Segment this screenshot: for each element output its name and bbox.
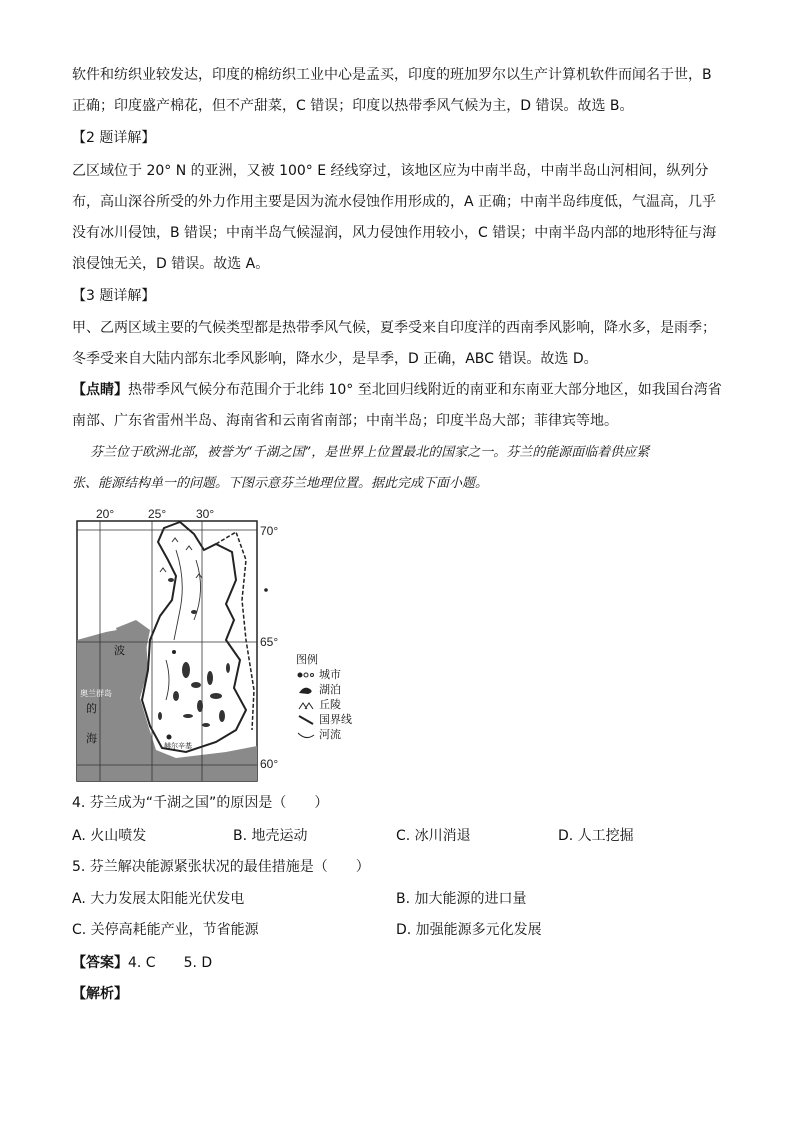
q4-option-a[interactable]: A. 火山喷发 bbox=[72, 828, 147, 844]
q5-option-b[interactable]: B. 加大能源的进口量 bbox=[396, 891, 527, 907]
text-line: 布，高山深谷所受的外力作用主要是因为流水侵蚀作用形成的，A 正确；中南半岛纬度低，气温高，几乎 bbox=[72, 194, 717, 210]
tip-text: 热带季风气候分布范围介于北纬 10° 至北回归线附近的南亚和东南亚大部分地区，如我国台湾省 bbox=[128, 382, 722, 398]
label-aland: 奥兰群岛 bbox=[80, 689, 112, 698]
legend-item-city: 城市 bbox=[296, 667, 352, 682]
legend-item-hill: 丘陵 bbox=[296, 697, 352, 712]
answer-text: 4. C 5. D bbox=[128, 955, 213, 971]
legend-title: 图例 bbox=[296, 653, 318, 666]
text-line: 正确；印度盛产棉花，但不产甜菜，C 错误；印度以热带季风气候为主，D 错误。故选 B。 bbox=[72, 98, 634, 114]
lat-label-70: 70° bbox=[260, 524, 279, 538]
river-icon bbox=[296, 729, 316, 741]
section-heading: 【3 题详解】 bbox=[72, 288, 156, 304]
text-line: 冬季受来自大陆内部东北季风影响，降水少，是旱季，D 正确，ABC 错误。故选 D。 bbox=[72, 351, 598, 367]
lat-label-65: 65° bbox=[260, 635, 279, 649]
question-4-stem: 4. 芬兰成为“千湖之国”的原因是（ ） bbox=[72, 795, 329, 811]
text-line: 南部、广东省雷州半岛、海南省和云南省南部；中南半岛；印度半岛大部；菲律宾等地。 bbox=[72, 413, 618, 429]
text-line: 软件和纺织业较发达，印度的棉纺织工业中心是孟买，印度的班加罗尔以生产计算机软件而闻名于世，B bbox=[72, 67, 712, 83]
text-line bbox=[72, 375, 722, 406]
legend-item-river: 河流 bbox=[296, 727, 352, 742]
finland-map bbox=[76, 520, 348, 782]
section-heading: 【2 题详解】 bbox=[72, 130, 156, 146]
hill-icon bbox=[296, 699, 316, 711]
q4-option-c[interactable]: C. 冰川消退 bbox=[396, 828, 471, 844]
answer-line bbox=[72, 952, 212, 972]
lon-label-30: 30° bbox=[196, 507, 215, 521]
lake-icon bbox=[296, 684, 316, 696]
analysis-tag: 【解析】 bbox=[72, 986, 128, 1002]
text-line: 甲、乙两区域主要的气候类型都是热带季风气候，夏季受来自印度洋的西南季风影响，降水多，是雨季； bbox=[72, 320, 716, 336]
tip-tag: 【点睛】 bbox=[72, 382, 128, 398]
text-line: 乙区域位于 20° N 的亚洲，又被 100° E 经线穿过，该地区应为中南半岛，中南半岛山河相间，纵列分 bbox=[72, 163, 709, 179]
text-line: 没有冰川侵蚀，B 错误；中南半岛气候湿润，风力侵蚀作用较小，C 错误；中南半岛内部的地形特征与海 bbox=[72, 225, 717, 241]
q5-option-a[interactable]: A. 大力发展太阳能光伏发电 bbox=[72, 891, 245, 907]
label-helsinki: 赫尔辛基 bbox=[164, 743, 192, 750]
q4-option-b[interactable]: B. 地壳运动 bbox=[233, 828, 308, 844]
analysis-line bbox=[72, 983, 128, 1003]
label-sea-1: 波 bbox=[114, 645, 125, 657]
map-legend bbox=[296, 652, 352, 742]
lon-label-25: 25° bbox=[148, 507, 167, 521]
city-helsinki bbox=[167, 735, 172, 740]
label-sea-2: 的 bbox=[86, 703, 97, 715]
border-icon bbox=[296, 714, 316, 726]
city-icon bbox=[296, 669, 316, 681]
answer-tag: 【答案】 bbox=[72, 955, 128, 971]
text-line: 浪侵蚀无关，D 错误。故选 A。 bbox=[72, 256, 270, 272]
legend-item-lake: 湖泊 bbox=[296, 682, 352, 697]
question-5-stem: 5. 芬兰解决能源紧张状况的最佳措施是（ ） bbox=[72, 859, 370, 875]
passage-line: 张、能源结构单一的问题。下图示意芬兰地理位置。据此完成下面小题。 bbox=[72, 476, 489, 491]
label-sea-3: 海 bbox=[86, 733, 97, 745]
lat-label-60: 60° bbox=[260, 757, 279, 771]
lon-label-20: 20° bbox=[96, 507, 115, 521]
q5-option-c[interactable]: C. 关停高耗能产业，节省能源 bbox=[72, 922, 259, 938]
q5-option-d[interactable]: D. 加强能源多元化发展 bbox=[396, 922, 542, 938]
passage-line: 芬兰位于欧洲北部，被誉为“千湖之国”，是世界上位置最北的国家之一。芬兰的能源面临着供应紧 bbox=[90, 445, 650, 460]
legend-item-border: 国界线 bbox=[296, 712, 352, 727]
q4-option-d[interactable]: D. 人工挖掘 bbox=[558, 828, 634, 844]
